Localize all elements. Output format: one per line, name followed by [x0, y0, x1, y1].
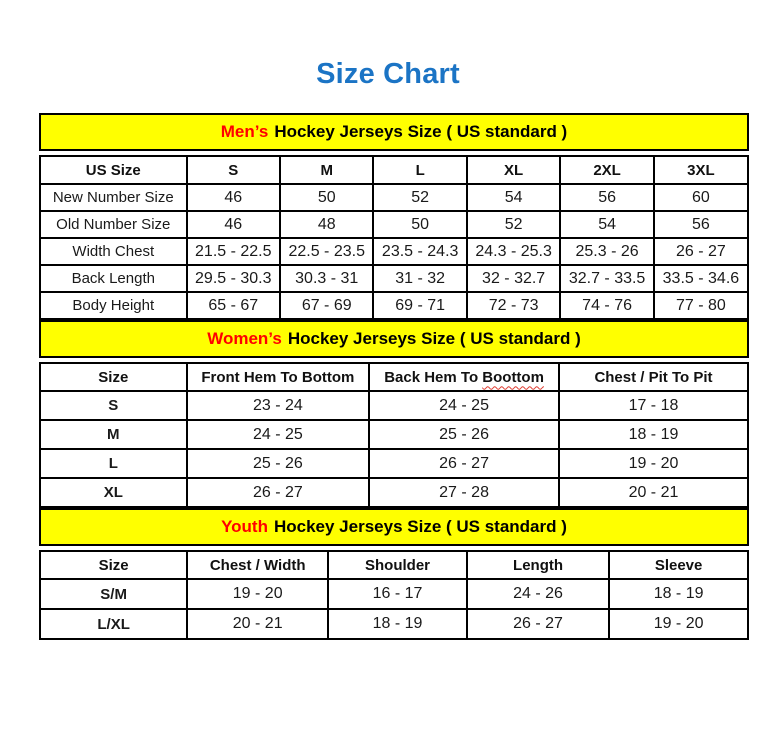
section-title-highlight: Women’s — [207, 329, 282, 348]
value-cell: 18 - 19 — [609, 579, 748, 609]
column-header: US Size — [40, 156, 187, 184]
size-row-womens — [40, 449, 748, 478]
value-cell: 22.5 - 23.5 — [280, 238, 373, 265]
value-cell: 60 — [654, 184, 748, 211]
size-row-youth — [40, 609, 748, 639]
value-cell: 26 - 27 — [467, 609, 609, 639]
value-cell: 26 - 27 — [654, 238, 748, 265]
column-header: Size — [40, 363, 187, 391]
value-cell: 19 - 20 — [609, 609, 748, 639]
size-row-mens — [40, 238, 748, 265]
row-label: Back Length — [40, 265, 187, 292]
size-row-youth — [40, 579, 748, 609]
value-cell: 19 - 20 — [559, 449, 748, 478]
value-cell: 25 - 26 — [369, 420, 559, 449]
value-cell: 56 — [560, 184, 653, 211]
row-label: S/M — [40, 579, 187, 609]
column-header — [369, 363, 559, 391]
column-header: S — [187, 156, 280, 184]
section-title-text: Hockey Jerseys Size ( US standard ) — [273, 517, 567, 536]
value-cell: 30.3 - 31 — [280, 265, 373, 292]
value-cell: 17 - 18 — [559, 391, 748, 420]
size-row-womens — [40, 420, 748, 449]
column-header: Size — [40, 551, 187, 579]
value-cell: 23 - 24 — [187, 391, 370, 420]
column-header: Front Hem To Bottom — [187, 363, 370, 391]
column-header: XL — [467, 156, 560, 184]
value-cell: 77 - 80 — [654, 292, 748, 319]
value-cell: 18 - 19 — [328, 609, 467, 639]
column-header: 2XL — [560, 156, 653, 184]
column-header-row — [40, 551, 748, 579]
value-cell: 20 - 21 — [559, 478, 748, 507]
value-cell: 23.5 - 24.3 — [373, 238, 466, 265]
value-cell: 50 — [280, 184, 373, 211]
column-header: 3XL — [654, 156, 748, 184]
value-cell: 48 — [280, 211, 373, 238]
column-header-text: Back Hem To — [384, 368, 483, 386]
value-cell: 32.7 - 33.5 — [560, 265, 653, 292]
size-table-mens — [39, 155, 749, 320]
value-cell: 24 - 25 — [369, 391, 559, 420]
row-label: S — [40, 391, 187, 420]
value-cell: 26 - 27 — [369, 449, 559, 478]
value-cell: 54 — [467, 184, 560, 211]
size-section-mens — [39, 113, 749, 320]
value-cell: 31 - 32 — [373, 265, 466, 292]
column-header-row — [40, 156, 748, 184]
section-title-text: Hockey Jerseys Size ( US standard ) — [274, 122, 568, 141]
row-label: XL — [40, 478, 187, 507]
value-cell: 74 - 76 — [560, 292, 653, 319]
column-header-row — [40, 363, 748, 391]
misspelled-word: Boottom — [482, 368, 544, 386]
row-label: Width Chest — [40, 238, 187, 265]
column-header: Chest / Width — [187, 551, 328, 579]
value-cell: 20 - 21 — [187, 609, 328, 639]
value-cell: 46 — [187, 184, 280, 211]
row-label: L — [40, 449, 187, 478]
size-row-mens — [40, 211, 748, 238]
size-chart-document — [0, 58, 776, 640]
value-cell: 33.5 - 34.6 — [654, 265, 748, 292]
value-cell: 16 - 17 — [328, 579, 467, 609]
row-label: Body Height — [40, 292, 187, 319]
section-title-bar-mens — [39, 113, 749, 151]
value-cell: 25 - 26 — [187, 449, 370, 478]
column-header: M — [280, 156, 373, 184]
value-cell: 50 — [373, 211, 466, 238]
size-table-youth — [39, 550, 749, 640]
value-cell: 72 - 73 — [467, 292, 560, 319]
column-header: L — [373, 156, 466, 184]
value-cell: 24 - 25 — [187, 420, 370, 449]
size-row-mens — [40, 265, 748, 292]
column-header: Sleeve — [609, 551, 748, 579]
column-header: Shoulder — [328, 551, 467, 579]
size-table-womens — [39, 362, 749, 508]
value-cell: 67 - 69 — [280, 292, 373, 319]
value-cell: 21.5 - 22.5 — [187, 238, 280, 265]
section-title-highlight: Youth — [221, 517, 268, 536]
size-row-womens — [40, 478, 748, 507]
value-cell: 32 - 32.7 — [467, 265, 560, 292]
section-title-highlight: Men’s — [220, 122, 269, 141]
value-cell: 26 - 27 — [187, 478, 370, 507]
value-cell: 52 — [467, 211, 560, 238]
section-title-bar-youth — [39, 508, 749, 546]
section-title-text: Hockey Jerseys Size ( US standard ) — [287, 329, 581, 348]
value-cell: 24.3 - 25.3 — [467, 238, 560, 265]
row-label: Old Number Size — [40, 211, 187, 238]
value-cell: 52 — [373, 184, 466, 211]
value-cell: 27 - 28 — [369, 478, 559, 507]
size-chart-sections — [39, 113, 749, 640]
value-cell: 69 - 71 — [373, 292, 466, 319]
value-cell: 19 - 20 — [187, 579, 328, 609]
column-header: Length — [467, 551, 609, 579]
size-row-mens — [40, 292, 748, 319]
value-cell: 54 — [560, 211, 653, 238]
column-header: Chest / Pit To Pit — [559, 363, 748, 391]
value-cell: 24 - 26 — [467, 579, 609, 609]
size-section-youth — [39, 508, 749, 640]
page-title: Size Chart — [316, 58, 460, 90]
value-cell: 25.3 - 26 — [560, 238, 653, 265]
row-label: New Number Size — [40, 184, 187, 211]
section-title-bar-womens — [39, 320, 749, 358]
value-cell: 65 - 67 — [187, 292, 280, 319]
size-row-womens — [40, 391, 748, 420]
row-label: L/XL — [40, 609, 187, 639]
value-cell: 56 — [654, 211, 748, 238]
row-label: M — [40, 420, 187, 449]
value-cell: 18 - 19 — [559, 420, 748, 449]
value-cell: 29.5 - 30.3 — [187, 265, 280, 292]
value-cell: 46 — [187, 211, 280, 238]
size-section-womens — [39, 320, 749, 508]
size-row-mens — [40, 184, 748, 211]
